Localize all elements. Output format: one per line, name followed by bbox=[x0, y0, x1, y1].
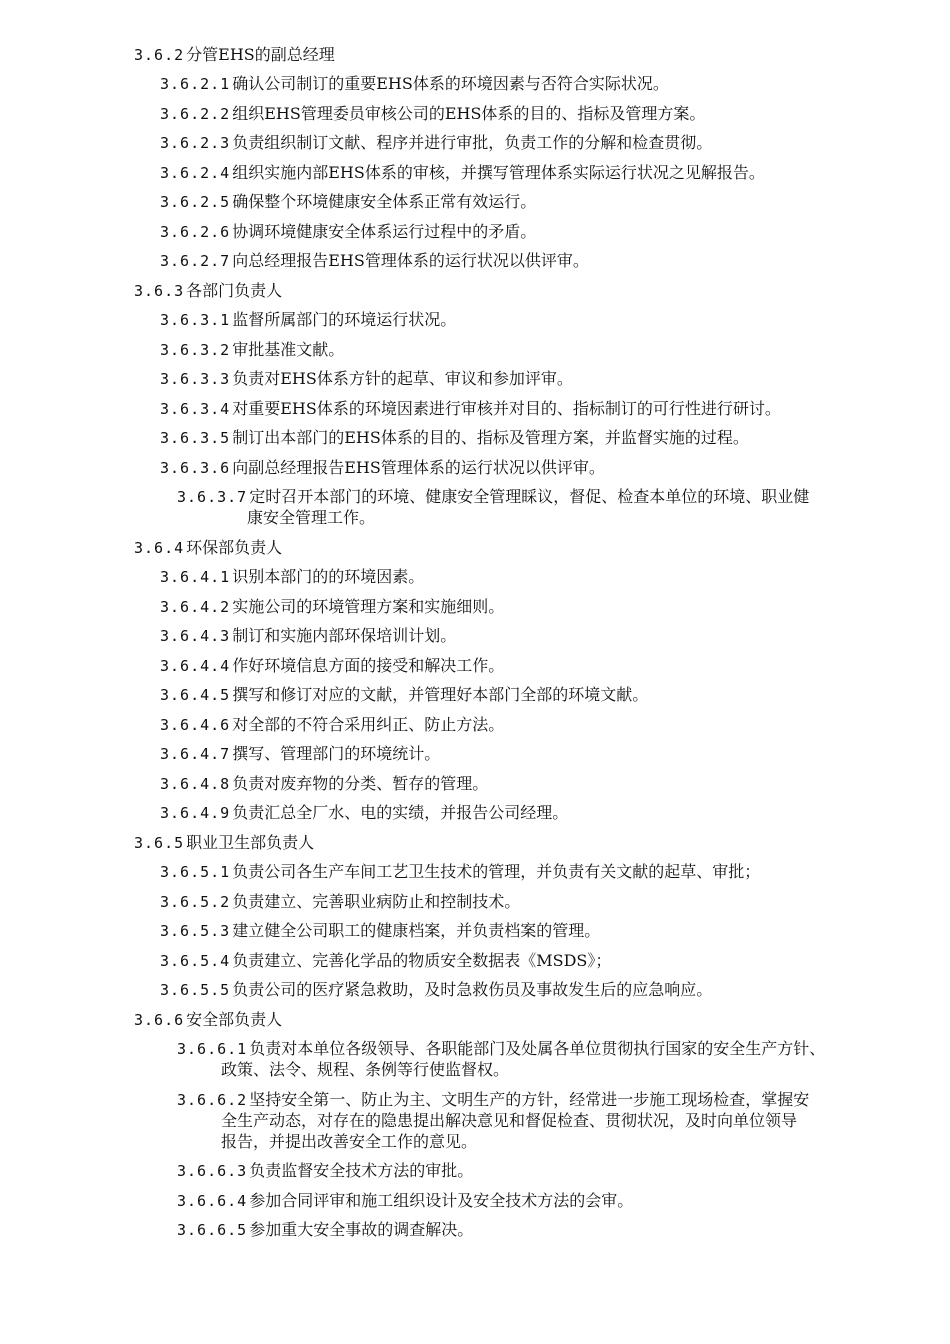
list-item: 3.6.4.7 撰写、管理部门的环境统计。 bbox=[160, 744, 441, 763]
list-item: 3.6.2.1 确认公司制订的重要EHS体系的环境因素与否符合实际状况。 bbox=[160, 74, 669, 93]
list-item: 3.6.3.1 监督所属部门的环境运行状况。 bbox=[160, 310, 457, 329]
list-item: 3.6.3.2 审批基准文献。 bbox=[160, 340, 345, 359]
list-item: 3.6.4.6 对全部的不符合采用纠正、防止方法。 bbox=[160, 715, 505, 734]
list-item: 3.6.4.8 负责对废弃物的分类、暂存的管理。 bbox=[160, 774, 489, 793]
list-item: 3.6.3.6 向副总经理报告EHS管理体系的运行状况以供评审。 bbox=[160, 458, 605, 477]
list-item: 3.6.3.5 制订出本部门的EHS体系的目的、指标及管理方案，并监督实施的过程。 bbox=[160, 428, 749, 447]
section-heading: 3.6.3 各部门负责人 bbox=[134, 281, 283, 300]
list-item: 3.6.6.5 参加重大安全事故的调查解决。 bbox=[177, 1220, 474, 1239]
list-item: 3.6.6.3 负责监督安全技术方法的审批。 bbox=[177, 1161, 474, 1180]
list-item: 3.6.2.4 组织实施内部EHS体系的审核，并撰写管理体系实际运行状况之见解报告。 bbox=[160, 163, 765, 182]
list-item: 3.6.5.3 建立健全公司职工的健康档案，并负责档案的管理。 bbox=[160, 921, 601, 940]
list-item: 3.6.4.3 制订和实施内部环保培训计划。 bbox=[160, 626, 457, 645]
list-item: 3.6.6.2 坚持安全第一、防止为主、文明生产的方针，经常进一步施工现场检查，掌握安 bbox=[177, 1090, 810, 1109]
section-heading: 3.6.2 分管EHS的副总经理 bbox=[134, 45, 335, 64]
list-item: 3.6.4.5 撰写和修订对应的文献，并管理好本部门全部的环境文献。 bbox=[160, 685, 649, 704]
list-item: 3.6.3.7 定时召开本部门的环境、健康安全管理睬议，督促、检查本单位的环境、职业健 bbox=[177, 487, 810, 506]
list-item: 3.6.6.1 负责对本单位各级领导、各职能部门及处属各单位贯彻执行国家的安全生产方针、 bbox=[177, 1039, 826, 1058]
list-item: 3.6.5.5 负责公司的医疗紧急救助，及时急救伤员及事故发生后的应急响应。 bbox=[160, 980, 713, 999]
list-item: 3.6.2.5 确保整个环境健康安全体系正常有效运行。 bbox=[160, 192, 537, 211]
list-item: 3.6.5.2 负责建立、完善职业病防止和控制技术。 bbox=[160, 892, 521, 911]
list-item: 3.6.4.1 识别本部门的的环境因素。 bbox=[160, 567, 425, 586]
list-item: 3.6.2.2 组织EHS管理委员审核公司的EHS体系的目的、指标及管理方案。 bbox=[160, 104, 706, 123]
list-item: 3.6.2.6 协调环境健康安全体系运行过程中的矛盾。 bbox=[160, 222, 537, 241]
list-item-continuation: 政策、法令、规程、条例等行使监督权。 bbox=[221, 1060, 510, 1079]
list-item-continuation: 报告，并提出改善安全工作的意见。 bbox=[221, 1132, 478, 1151]
list-item: 3.6.5.4 负责建立、完善化学品的物质安全数据表《MSDS》； bbox=[160, 951, 612, 970]
list-item: 3.6.3.3 负责对EHS体系方针的起草、审议和参加评审。 bbox=[160, 369, 573, 388]
list-item: 3.6.4.4 作好环境信息方面的接受和解决工作。 bbox=[160, 656, 505, 675]
list-item: 3.6.2.3 负责组织制订文献、程序并进行审批，负责工作的分解和检查贯彻。 bbox=[160, 133, 713, 152]
section-heading: 3.6.6 安全部负责人 bbox=[134, 1010, 283, 1029]
list-item-continuation: 康安全管理工作。 bbox=[247, 508, 376, 527]
list-item: 3.6.3.4 对重要EHS体系的环境因素进行审核并对目的、指标制订的可行性进行研讨。 bbox=[160, 399, 781, 418]
list-item: 3.6.2.7 向总经理报告EHS管理体系的运行状况以供评审。 bbox=[160, 251, 589, 270]
list-item: 3.6.5.1 负责公司各生产车间工艺卫生技术的管理，并负责有关文献的起草、审批； bbox=[160, 862, 761, 881]
list-item: 3.6.4.9 负责汇总全厂水、电的实绩，并报告公司经理。 bbox=[160, 803, 569, 822]
section-heading: 3.6.4 环保部负责人 bbox=[134, 538, 283, 557]
list-item: 3.6.6.4 参加合同评审和施工组织设计及安全技术方法的会审。 bbox=[177, 1191, 634, 1210]
list-item: 3.6.4.2 实施公司的环境管理方案和实施细则。 bbox=[160, 597, 505, 616]
list-item-continuation: 全生产动态，对存在的隐患提出解决意见和督促检查、贯彻状况，及时向单位领导 bbox=[221, 1111, 798, 1130]
section-heading: 3.6.5 职业卫生部负责人 bbox=[134, 833, 315, 852]
